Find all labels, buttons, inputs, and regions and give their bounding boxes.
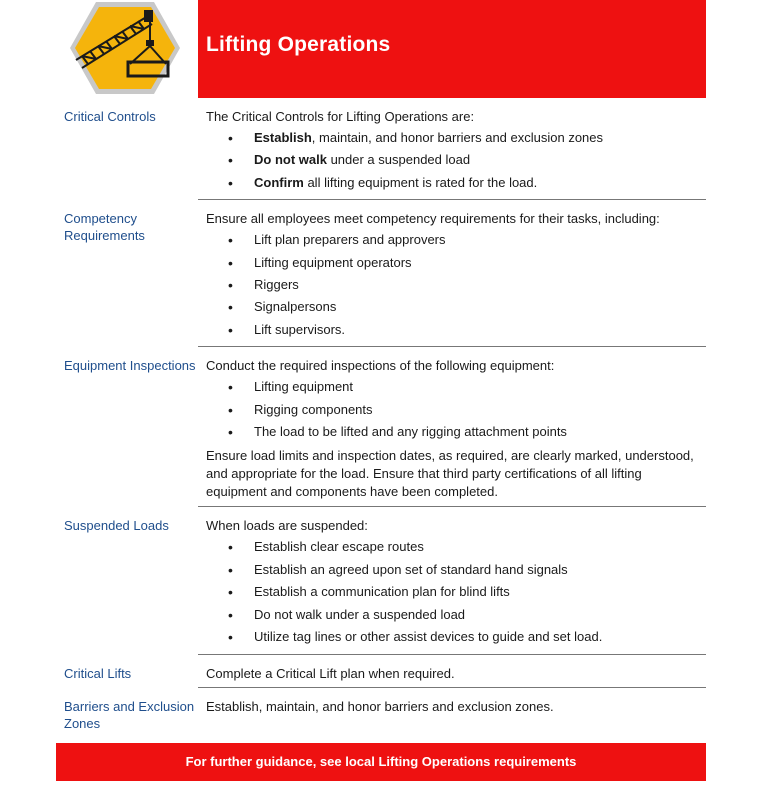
section-barriers-exclusion-zones xyxy=(56,688,706,732)
bullet-list xyxy=(206,229,706,341)
section-label: Critical Controls xyxy=(64,109,156,124)
item-text: , maintain, and honor barriers and exclusion zones xyxy=(311,130,604,145)
list-item: • Rigging components xyxy=(206,399,706,421)
list-item: • Establish clear escape routes xyxy=(206,536,706,558)
section-intro: Establish, maintain, and honor barriers and exclusion zones. xyxy=(206,698,554,714)
section-content xyxy=(198,507,706,654)
list-item xyxy=(206,172,706,194)
section-intro: When loads are suspended: xyxy=(206,518,368,534)
list-item xyxy=(206,127,706,149)
section-content xyxy=(198,347,706,507)
section-content xyxy=(198,688,706,732)
section-intro: The Critical Controls for Lifting Operations are: xyxy=(206,109,475,124)
section-critical-controls xyxy=(56,98,706,200)
item-text: under a suspended load xyxy=(326,152,471,168)
list-item: • Signalpersons xyxy=(206,296,706,318)
list-item: • The load to be lifted and any rigging attachment points xyxy=(206,421,706,443)
section-label: Suspended Loads xyxy=(64,518,169,534)
list-item: • Riggers xyxy=(206,274,706,296)
crane-logo xyxy=(66,0,184,96)
list-item: • Do not walk under a suspended load xyxy=(206,604,706,626)
section-equipment-inspections xyxy=(56,347,706,507)
section-intro: Ensure all employees meet competency requirements for their tasks, including: xyxy=(206,211,660,227)
section-paragraph: Ensure load limits and inspection dates, as required, are clearly marked, understood, and appropriate for the load. Ensure that third party certifications of all lifting equipment and components have been completed. xyxy=(206,448,694,500)
section-competency-requirements xyxy=(56,200,706,347)
list-item: • Lifting equipment xyxy=(206,376,706,398)
section-label: Barriers and Exclusion Zones xyxy=(64,698,195,731)
section-intro: Complete a Critical Lift plan when required. xyxy=(206,665,455,681)
section-label: Critical Lifts xyxy=(64,665,132,681)
section-critical-lifts xyxy=(56,655,706,688)
section-content xyxy=(198,98,706,200)
bold-text: Confirm xyxy=(254,174,304,190)
list-item: • Lift plan preparers and approvers xyxy=(206,229,706,251)
bullet-list xyxy=(206,376,706,443)
list-item: • Establish a communication plan for blind lifts xyxy=(206,581,706,603)
section-suspended-loads xyxy=(56,507,706,654)
list-item xyxy=(206,149,706,171)
section-intro: Conduct the required inspections of the following equipment: xyxy=(206,358,555,374)
bullet-list xyxy=(206,127,706,194)
bold-text: Establish xyxy=(254,130,312,145)
sections-table xyxy=(56,98,706,732)
list-item: • Lift supervisors. xyxy=(206,319,706,341)
section-label: Equipment Inspections xyxy=(64,358,196,374)
item-text: all lifting equipment is rated for the load. xyxy=(303,174,538,190)
list-item: • Utilize tag lines or other assist devices to guide and set load. xyxy=(206,626,706,648)
page-title: Lifting Operations xyxy=(206,33,391,56)
section-label: Competency Requirements xyxy=(64,211,145,244)
crane-icon xyxy=(66,0,184,96)
bullet-list xyxy=(206,536,706,648)
section-content xyxy=(198,200,706,347)
list-item: • Establish an agreed upon set of standard hand signals xyxy=(206,559,706,581)
section-content xyxy=(198,655,706,688)
footer-banner: For further guidance, see local Lifting Operations requirements xyxy=(56,743,706,781)
list-item: • Lifting equipment operators xyxy=(206,252,706,274)
bold-text: Do not walk xyxy=(254,152,327,168)
title-banner xyxy=(198,0,706,98)
